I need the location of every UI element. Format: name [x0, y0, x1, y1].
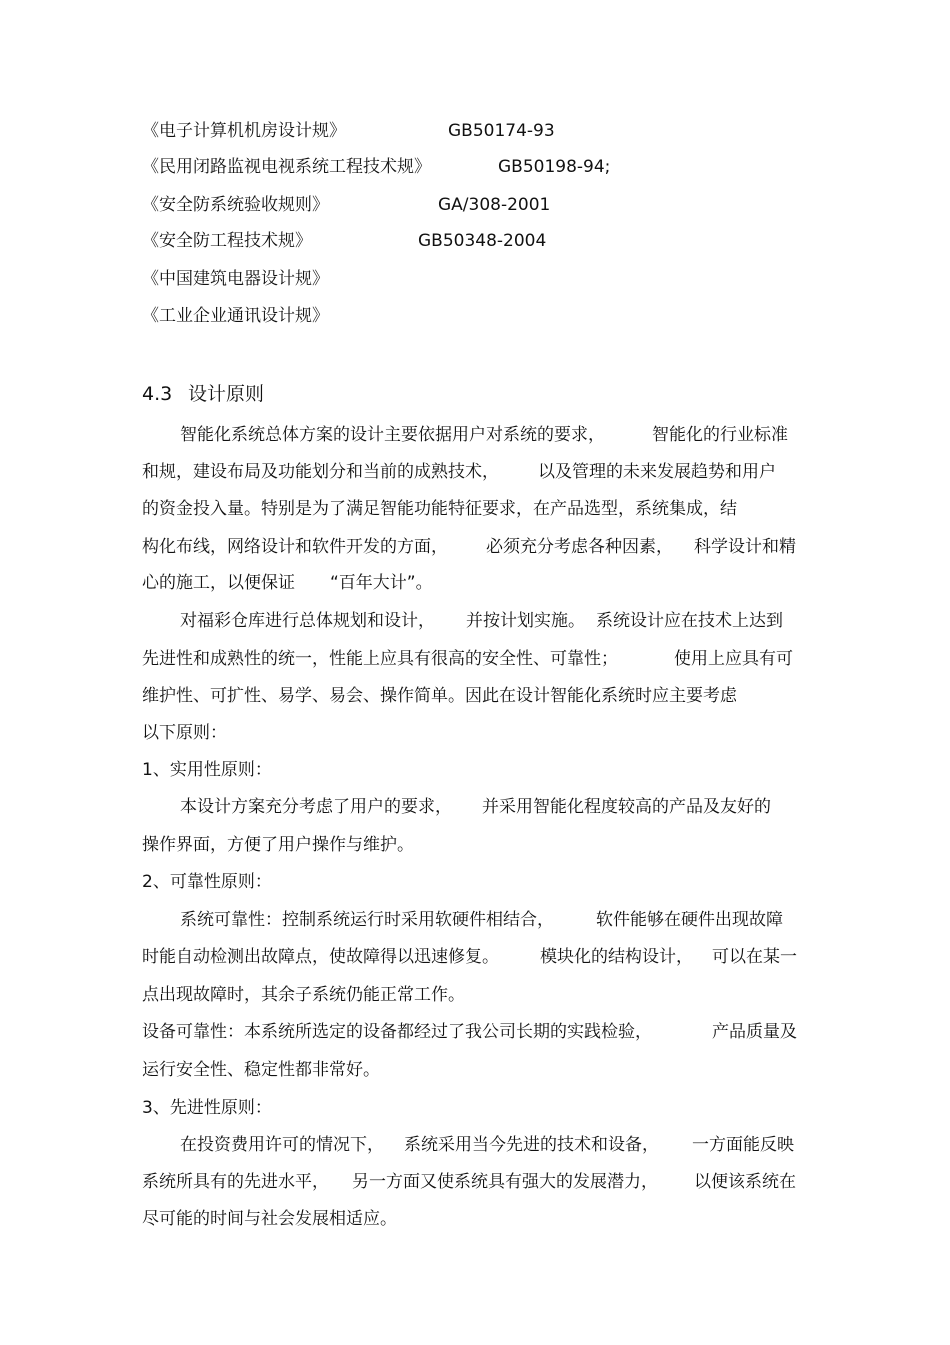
standard-name: 《电子计算机机房设计规》 [142, 121, 346, 141]
standard-code: GA/308-2001 [438, 195, 551, 215]
text-segment: 设备可靠性：本系统所选定的设备都经过了我公司长期的实践检验， [142, 1022, 652, 1042]
standard-name: 《民用闭路监视电视系统工程技术规》 [142, 157, 431, 177]
paragraph-line [142, 1208, 802, 1230]
section-number: 4.3 [142, 383, 173, 405]
text-segment: 操作界面，方便了用户操作与维护。 [142, 835, 414, 855]
text-segment: 维护性、可扩性、易学、易会、操作简单。因此在设计智能化系统时应主要考虑 [142, 686, 737, 706]
text-segment: 科学设计和精 [694, 537, 796, 557]
text-segment: 智能化系统总体方案的设计主要依据用户对系统的要求， [180, 425, 605, 445]
text-segment: 以及管理的未来发展趋势和用户 [538, 462, 776, 482]
text-segment: 和规，建设布局及功能划分和当前的成熟技术， [142, 462, 499, 482]
paragraph-line [142, 1171, 812, 1193]
standard-item [142, 156, 842, 178]
text-segment: 系统所具有的先进水平， [142, 1172, 329, 1192]
paragraph-line [142, 461, 802, 483]
paragraph-line [142, 648, 802, 670]
text-segment: 对福彩仓库进行总体规划和设计， [180, 611, 435, 631]
text-segment: 系统采用当今先进的技术和设备， [404, 1135, 659, 1155]
paragraph-line [142, 685, 802, 707]
paragraph-line [142, 909, 802, 931]
text-segment: 必须充分考虑各种因素， [486, 537, 673, 557]
principle-heading [142, 759, 802, 781]
paragraph-line [142, 984, 802, 1006]
text-segment: 1、实用性原则： [142, 760, 272, 780]
paragraph-line [142, 1059, 802, 1081]
standard-item [142, 305, 842, 327]
standard-code: GB50174-93 [448, 121, 555, 141]
text-segment: 的资金投入量。特别是为了满足智能功能特征要求，在产品选型，系统集成，结 [142, 499, 737, 519]
text-segment: 可以在某一 [712, 947, 797, 967]
text-segment: 系统设计应在技术上达到 [596, 611, 783, 631]
principle-heading [142, 871, 802, 893]
text-segment: 尽可能的时间与社会发展相适应。 [142, 1209, 397, 1229]
text-segment: 时能自动检测出故障点，使故障得以迅速修复。 [142, 947, 499, 967]
text-segment: 系统可靠性：控制系统运行时采用软硬件相结合， [180, 910, 554, 930]
text-segment: 另一方面又使系统具有强大的发展潜力， [352, 1172, 658, 1192]
text-segment: 并按计划实施。 [466, 611, 585, 631]
paragraph-line [142, 572, 802, 594]
text-segment: 先进性和成熟性的统一，性能上应具有很高的安全性、可靠性； [142, 649, 618, 669]
standard-item [142, 120, 842, 142]
paragraph-line [142, 536, 802, 558]
text-segment: 并采用智能化程度较高的产品及友好的 [482, 797, 771, 817]
text-segment: 模块化的结构设计， [540, 947, 693, 967]
text-segment: 2、可靠性原则： [142, 872, 272, 892]
standard-name: 《安全防系统验收规则》 [142, 195, 329, 215]
standard-name: 《工业企业通讯设计规》 [142, 306, 329, 326]
paragraph-line [142, 424, 802, 446]
section-title: 设计原则 [188, 383, 265, 405]
paragraph-line [142, 1134, 802, 1156]
text-segment: 一方面能反映 [692, 1135, 794, 1155]
paragraph-line [142, 946, 802, 968]
text-segment: 产品质量及 [712, 1022, 797, 1042]
standard-name: 《中国建筑电器设计规》 [142, 269, 329, 289]
section-heading [142, 382, 542, 406]
text-segment: 以下原则： [142, 723, 227, 743]
standard-code: GB50198-94; [498, 157, 611, 177]
paragraph-line [142, 722, 802, 744]
paragraph-line [142, 498, 802, 520]
standard-name: 《安全防工程技术规》 [142, 231, 312, 251]
standard-item [142, 194, 842, 216]
text-segment: 3、先进性原则： [142, 1098, 272, 1118]
paragraph-line [142, 610, 802, 632]
standard-item [142, 230, 842, 252]
text-segment: 以便该系统在 [694, 1172, 796, 1192]
text-segment: 点出现故障时，其余子系统仍能正常工作。 [142, 985, 465, 1005]
text-segment: 运行安全性、稳定性都非常好。 [142, 1060, 380, 1080]
paragraph-line [142, 1021, 812, 1043]
paragraph-line [142, 834, 802, 856]
text-segment: 本设计方案充分考虑了用户的要求， [180, 797, 452, 817]
text-segment: 软件能够在硬件出现故障 [596, 910, 783, 930]
text-segment: 构化布线，网络设计和软件开发的方面， [142, 537, 448, 557]
text-segment: 心的施工，以便保证 [142, 573, 295, 593]
text-segment: 在投资费用许可的情况下， [180, 1135, 384, 1155]
principle-heading [142, 1097, 802, 1119]
standard-item [142, 268, 842, 290]
text-segment: “百年大计”。 [330, 573, 433, 593]
text-segment: 智能化的行业标准 [652, 425, 788, 445]
paragraph-line [142, 796, 802, 818]
text-segment: 使用上应具有可 [674, 649, 793, 669]
standard-code: GB50348-2004 [418, 231, 547, 251]
